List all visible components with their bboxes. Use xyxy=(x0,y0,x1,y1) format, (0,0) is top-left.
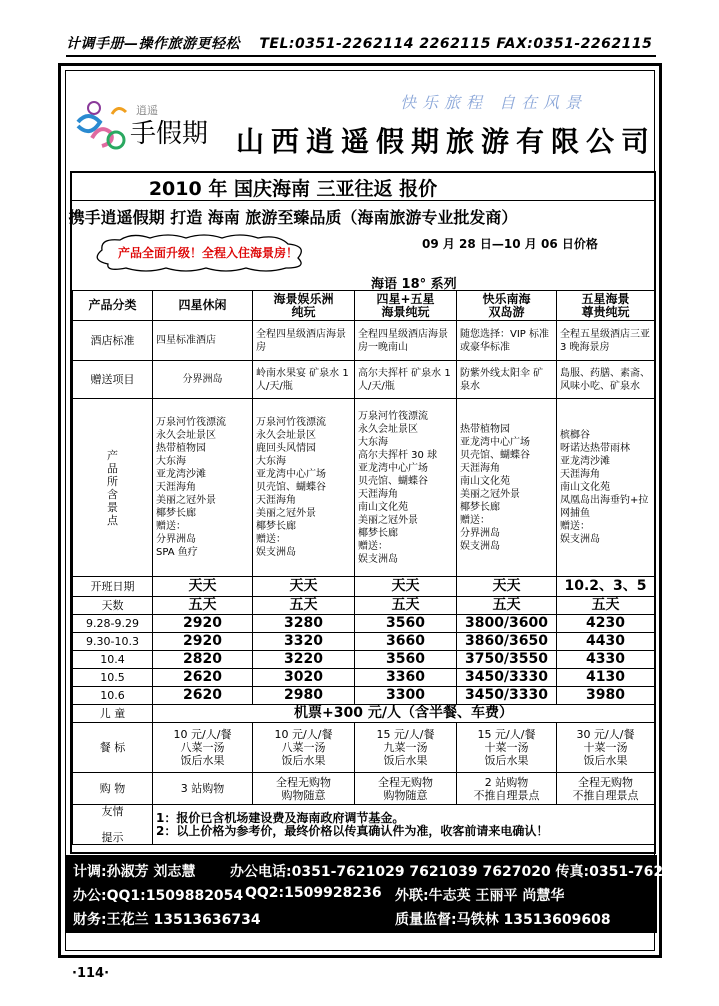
cell-line: 10 元/人/餐 xyxy=(173,728,232,741)
cell-line: 娱支洲岛 xyxy=(560,534,600,545)
main-title: 2010 年 国庆海南 三亚往返 报价 xyxy=(148,178,438,200)
contact-line: 质量监督:马铁林 13513609608 xyxy=(395,912,611,928)
days-cell: 五天 xyxy=(557,597,655,615)
price-row xyxy=(73,687,655,705)
cell-line: 赠送： xyxy=(256,534,286,545)
scenery-cell xyxy=(153,399,253,577)
cell-line: 美丽之冠外景 xyxy=(460,488,520,500)
price-cell: 3360 xyxy=(355,669,457,687)
cell-line: 美丽之冠外景 xyxy=(256,508,316,519)
price-cell: 4430 xyxy=(557,633,655,651)
company-name: 山西逍遥假期旅游有限公司 xyxy=(236,125,657,158)
meal-cell xyxy=(153,723,253,773)
page-number: ·114· xyxy=(72,966,110,981)
price-cell: 2980 xyxy=(253,687,355,705)
cell-line: 亚龙湾沙滩 xyxy=(560,456,610,467)
contact-line: 办公电话:0351-7621029 7621039 7627020 传真:0351-7621070 xyxy=(230,864,703,880)
meal-cell xyxy=(557,723,655,773)
cell-line: 15 元/人/餐 xyxy=(477,728,536,741)
cell-line: 椰梦长廊 xyxy=(460,501,500,513)
table-row xyxy=(73,291,655,321)
cell-line: 分界洲岛 xyxy=(460,527,500,539)
price-date: 10.5 xyxy=(73,669,153,687)
cell-line: 亚龙湾中心广场 xyxy=(256,469,326,480)
price-row xyxy=(73,651,655,669)
header-left: 计调手册—操作旅游更轻松 xyxy=(66,36,240,52)
gift-cell: 防紫外线太阳伞 矿泉水 xyxy=(457,361,557,399)
notes-label: 友情 提示 xyxy=(73,805,153,845)
table-row xyxy=(73,705,655,723)
cell-line: 全程无购物 xyxy=(578,775,633,789)
cell-line: 天涯海角 xyxy=(460,462,500,474)
hotel-cell: 全程四星级酒店海景房一晚南山 xyxy=(355,321,457,361)
cell-line: 十菜一汤 xyxy=(484,741,529,754)
meal-cell xyxy=(253,723,355,773)
price-cell: 4330 xyxy=(557,651,655,669)
date-range: 09 月 28 日—10 月 06 日价格 xyxy=(422,237,598,251)
gift-cell: 岭南水果宴 矿泉水 1 人/天/瓶 xyxy=(253,361,355,399)
cell-line: 饭后水果 xyxy=(484,754,529,767)
header-bar xyxy=(66,33,656,57)
child-price: 机票+300 元/人（含半餐、车费） xyxy=(153,705,655,723)
price-cell: 3560 xyxy=(355,615,457,633)
price-cell: 3560 xyxy=(355,651,457,669)
cell-line: 贝壳馆、蝴蝶谷 xyxy=(256,482,326,493)
table-row xyxy=(73,805,655,845)
price-cell: 3660 xyxy=(355,633,457,651)
price-cell: 2920 xyxy=(153,633,253,651)
departure-cell: 天天 xyxy=(457,577,557,597)
cell-line: 美丽之冠外景 xyxy=(358,514,418,526)
hotel-cell: 随您选择：VIP 标准或豪华标准 xyxy=(457,321,557,361)
shopping-cell xyxy=(355,773,457,805)
cell-line: 呀诺达热带雨林 xyxy=(560,443,630,454)
price-row xyxy=(73,615,655,633)
cell-line: 分界洲岛 xyxy=(156,534,196,545)
cell-line: 10 元/人/餐 xyxy=(274,728,333,741)
cell-line: 椰梦长廊 xyxy=(256,521,296,532)
price-cell: 3220 xyxy=(253,651,355,669)
price-cell: 2920 xyxy=(153,615,253,633)
price-cell: 2820 xyxy=(153,651,253,669)
cell-line: 南山文化苑 xyxy=(460,475,510,487)
price-date: 9.28-9.29 xyxy=(73,615,153,633)
hotel-label: 酒店标准 xyxy=(73,321,153,361)
series-name: 海语 18° 系列 xyxy=(371,277,457,292)
title-divider xyxy=(70,200,656,201)
table-row xyxy=(73,597,655,615)
logo-text: 手假期 xyxy=(130,119,209,149)
price-cell: 2620 xyxy=(153,669,253,687)
cell-line: 椰梦长廊 xyxy=(156,508,196,519)
header-tel: TEL:0351-2262114 2262115 FAX:0351-2262115 xyxy=(259,36,653,52)
cell-line: 热带植物园 xyxy=(460,423,510,435)
shopping-label: 购 物 xyxy=(73,773,153,805)
cell-line: 八菜一汤 xyxy=(281,741,326,754)
shopping-cell xyxy=(253,773,355,805)
price-cell: 3800/3600 xyxy=(457,615,557,633)
cell-line: 万泉河竹筏漂流 xyxy=(156,417,226,428)
product-name: 快乐南海 双岛游 xyxy=(457,291,557,321)
cell-line: 美丽之冠外景 xyxy=(156,495,216,506)
category-label: 产品分类 xyxy=(73,291,153,321)
days-cell: 五天 xyxy=(457,597,557,615)
departure-cell: 10.2、3、5 xyxy=(557,577,655,597)
cell-line: SPA 鱼疗 xyxy=(156,547,198,558)
cell-line: 亚龙湾中心广场 xyxy=(358,462,428,474)
cell-line: 娱支洲岛 xyxy=(358,553,398,565)
slogan: 快乐旅程 自在风景 xyxy=(400,93,588,112)
cell-line: 15 元/人/餐 xyxy=(376,728,435,741)
cell-line: 椰梦长廊 xyxy=(358,527,398,539)
shopping-cell xyxy=(457,773,557,805)
scenery-cell xyxy=(457,399,557,577)
table-row xyxy=(73,361,655,399)
cell-line: 贝壳馆、蝴蝶谷 xyxy=(460,449,530,461)
gift-label: 赠送项目 xyxy=(73,361,153,399)
price-date: 9.30-10.3 xyxy=(73,633,153,651)
table-row xyxy=(73,773,655,805)
gift-cell: 高尔夫挥杆 矿泉水 1 人/天/瓶 xyxy=(355,361,457,399)
gift-cell: 分界洲岛 xyxy=(153,361,253,399)
price-cell: 3020 xyxy=(253,669,355,687)
scenery-cell xyxy=(355,399,457,577)
cell-line: 南山文化苑 xyxy=(560,482,610,493)
cell-line: 全程无购物 xyxy=(276,775,331,789)
cell-line: 高尔夫挥杆 30 球 xyxy=(358,449,438,461)
cell-line: 万泉河竹筏漂流 xyxy=(256,417,326,428)
cell-line: 八菜一汤 xyxy=(180,741,225,754)
price-cell: 4230 xyxy=(557,615,655,633)
shopping-cell xyxy=(153,773,253,805)
cell-line: 不推自理景点 xyxy=(572,788,639,802)
hotel-cell: 全程五星级酒店三亚 3 晚海景房 xyxy=(557,321,655,361)
cell-line: 娱支洲岛 xyxy=(460,540,500,552)
cell-line: 30 元/人/餐 xyxy=(576,728,635,741)
price-cell: 3450/3330 xyxy=(457,669,557,687)
contact-line: 办公:QQ1:1509882054 xyxy=(73,888,244,904)
cell-line: 天涯海角 xyxy=(156,482,196,493)
price-row xyxy=(73,669,655,687)
scenery-label: 产 品 所 含 景 点 xyxy=(73,399,153,577)
cell-line: 天涯海角 xyxy=(358,488,398,500)
cell-line: 贝壳馆、蝴蝶谷 xyxy=(358,475,428,487)
cell-line: 饭后水果 xyxy=(383,754,428,767)
cell-line: 饭后水果 xyxy=(281,754,326,767)
cell-line: 购物随意 xyxy=(383,788,428,802)
price-cell: 3750/3550 xyxy=(457,651,557,669)
cell-line: 南山文化苑 xyxy=(358,501,408,513)
departure-cell: 天天 xyxy=(153,577,253,597)
cell-line: 槟榔谷 xyxy=(560,430,590,441)
cell-line: 永久会址景区 xyxy=(256,430,316,441)
cell-line: 赠送： xyxy=(460,514,490,526)
cell-line: 不推自理景点 xyxy=(473,788,540,802)
scenery-cell xyxy=(557,399,655,577)
product-name: 五星海景 尊贵纯玩 xyxy=(557,291,655,321)
contact-line: 计调:孙淑芳 刘志慧 xyxy=(73,864,196,880)
price-cell: 3300 xyxy=(355,687,457,705)
cell-line: 万泉河竹筏漂流 xyxy=(358,410,428,422)
cell-line: 鹿回头风情园 xyxy=(256,443,316,454)
departure-label: 开班日期 xyxy=(73,577,153,597)
notes-content: 1：报价已含机场建设费及海南政府调节基金。 2：以上价格为参考价，最终价格以传真确认件为准，收客前请来电确认！ xyxy=(153,805,655,845)
price-cell: 3320 xyxy=(253,633,355,651)
cell-line: 大东海 xyxy=(256,456,286,467)
departure-cell: 天天 xyxy=(253,577,355,597)
table-row xyxy=(73,577,655,597)
cell-line: 凤凰岛出海垂钓+拉网捕鱼 xyxy=(560,495,649,519)
price-cell: 3280 xyxy=(253,615,355,633)
logo-alt-text: 逍遥 xyxy=(136,104,158,117)
cell-line: 大东海 xyxy=(358,436,388,448)
sub-title: 携手逍遥假期 打造 海南 旅游至臻品质（海南旅游专业批发商） xyxy=(68,208,518,227)
price-table xyxy=(72,290,655,845)
product-name: 四星休闲 xyxy=(153,291,253,321)
cell-line: 热带植物园 xyxy=(156,443,206,454)
days-label: 天数 xyxy=(73,597,153,615)
departure-cell: 天天 xyxy=(355,577,457,597)
product-name: 四星+五星 海景纯玩 xyxy=(355,291,457,321)
hotel-cell: 全程四星级酒店海景房 xyxy=(253,321,355,361)
days-cell: 五天 xyxy=(153,597,253,615)
cell-line: 天涯海角 xyxy=(560,469,600,480)
cell-line: 亚龙湾沙滩 xyxy=(156,469,206,480)
cell-line: 3 站购物 xyxy=(180,782,225,795)
cell-line: 全程无购物 xyxy=(378,775,433,789)
price-cell: 3450/3330 xyxy=(457,687,557,705)
price-row xyxy=(73,633,655,651)
cell-line: 赠送： xyxy=(358,540,388,552)
product-name: 海景娱乐洲 纯玩 xyxy=(253,291,355,321)
cell-line: 赠送： xyxy=(156,521,186,532)
contact-line: 财务:王花兰 13513636734 xyxy=(73,912,261,928)
cell-line: 娱支洲岛 xyxy=(256,547,296,558)
contact-block xyxy=(65,855,703,933)
scenery-cell xyxy=(253,399,355,577)
company-logo xyxy=(72,92,222,154)
table-row xyxy=(73,321,655,361)
cell-line: 十菜一汤 xyxy=(583,741,628,754)
days-cell: 五天 xyxy=(355,597,457,615)
meal-cell xyxy=(355,723,457,773)
price-cell: 2620 xyxy=(153,687,253,705)
cell-line: 赠送： xyxy=(560,521,590,532)
cell-line: 永久会址景区 xyxy=(358,423,418,435)
table-row xyxy=(73,399,655,577)
hotel-cell: 四星标准酒店 xyxy=(153,321,253,361)
cell-line: 九菜一汤 xyxy=(383,741,428,754)
contact-line: 外联:牛志英 王丽平 尚慧华 xyxy=(395,888,565,904)
cell-line: 2 站购物 xyxy=(484,775,529,789)
price-cell: 4130 xyxy=(557,669,655,687)
days-cell: 五天 xyxy=(253,597,355,615)
cell-line: 购物随意 xyxy=(281,788,326,802)
meal-label: 餐 标 xyxy=(73,723,153,773)
child-label: 儿 童 xyxy=(73,705,153,723)
cell-line: 天涯海角 xyxy=(256,495,296,506)
cell-line: 永久会址景区 xyxy=(156,430,216,441)
gift-cell: 島服、药膳、素斋、风味小吃、矿泉水 xyxy=(557,361,655,399)
cell-line: 亚龙湾中心广场 xyxy=(460,436,530,448)
contact-line: QQ2:1509928236 xyxy=(245,885,382,901)
price-cell: 3860/3650 xyxy=(457,633,557,651)
price-date: 10.4 xyxy=(73,651,153,669)
cell-line: 饭后水果 xyxy=(180,754,225,767)
shopping-cell xyxy=(557,773,655,805)
promo-text: 产品全面升级！全程入住海景房！ xyxy=(118,246,299,260)
meal-cell xyxy=(457,723,557,773)
price-date: 10.6 xyxy=(73,687,153,705)
price-cell: 3980 xyxy=(557,687,655,705)
table-row xyxy=(73,723,655,773)
cell-line: 大东海 xyxy=(156,456,186,467)
cell-line: 饭后水果 xyxy=(583,754,628,767)
